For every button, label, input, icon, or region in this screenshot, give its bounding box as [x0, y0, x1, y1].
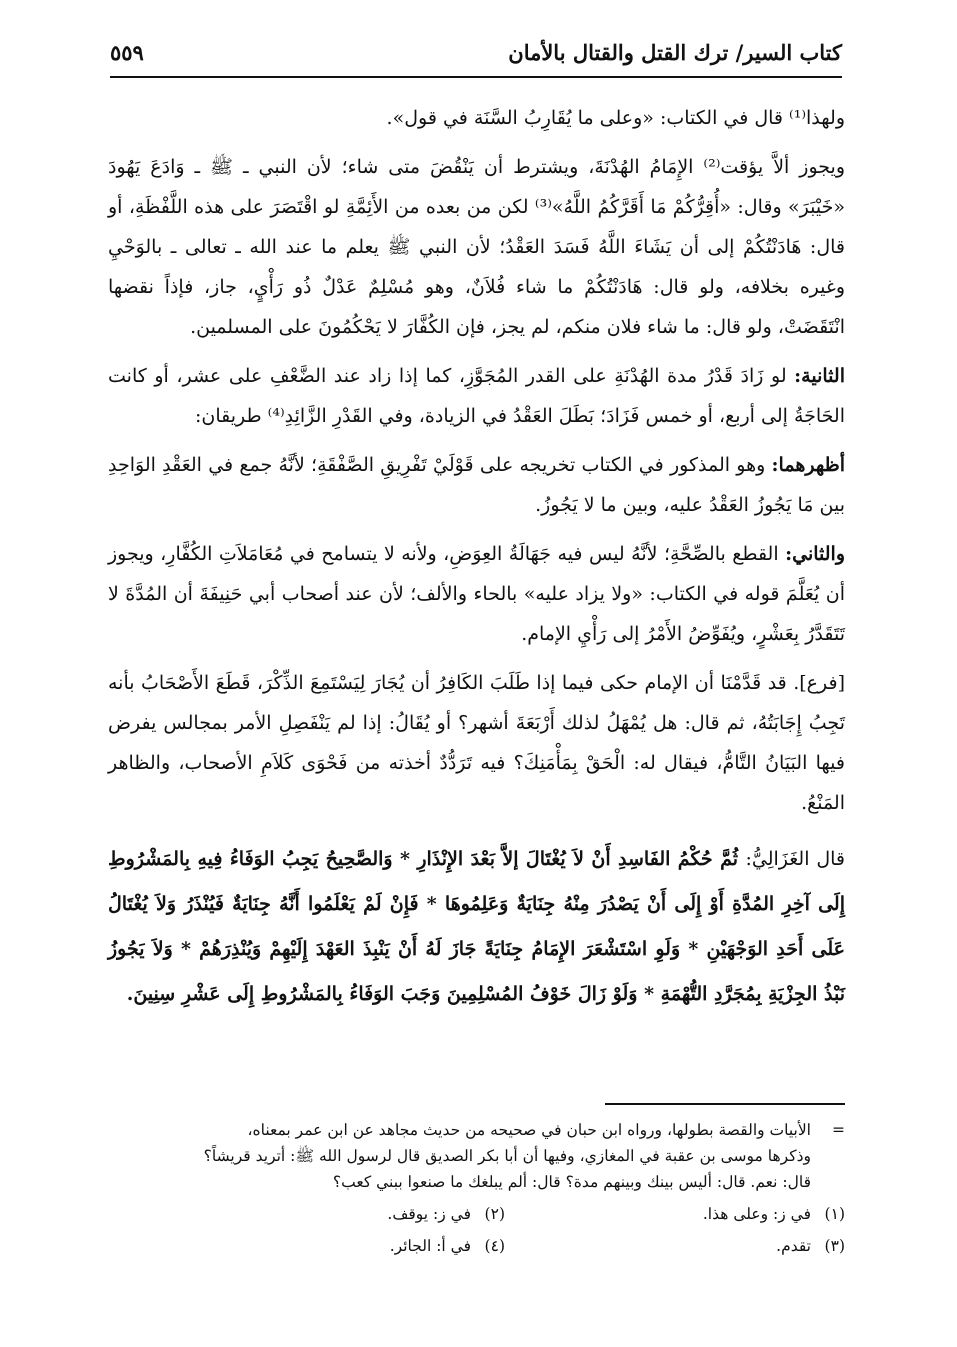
paragraph-text: ويجوز ألاَّ يؤقت⁽²⁾ الإِمَامُ الهُدْنَةَ، ويشترط أن يَنْقُضَ متى شاء؛ لأن النبي ـ ﷺ ـ وَادَعَ يَهُودَ «خَيْبَرَ» وقال: «أُقِرُّكُمْ مَا أَقَرَّكُمُ اللَّهُ»⁽³⁾ لكن من بعده من الأَئِمَّةِ لو اقْتَصَرَ على هذه اللَّفْظَةِ، أو قال: هَادَنْتُكُمْ إلى أن يَشَاءَ اللَّهُ فَسَدَ العَقْدُ؛ لأن النبي ﷺ يعلم ما عند الله ـ تعالى ـ بالوَحْيِ وغيره بخلافه، ولو قال: هَادَنْتُكُمْ ما شاء فُلاَنٌ، وهو مُسْلِمٌ عَدْلٌ ذُو رَأْيٍ، جاز، فإذاً نقضها انْتَقَضَتْ، ولو قال: ما شاء فلان منكم، لم يجز، فإن الكُفَّارَ لا يَحْكُمُونَ على المسلمين.: [108, 156, 846, 338]
footnote-number: (١): [824, 1205, 845, 1223]
paragraph: [108, 98, 845, 138]
footnote-item: [505, 1201, 845, 1227]
footnote-text: في ز: وعلى هذا.: [702, 1205, 811, 1223]
footnote-number: (٣): [824, 1237, 845, 1255]
continuation-line: وذكرها موسى بن عقبة في المغازي، وفيها أن أبا بكر الصديق قال لرسول الله ﷺ: أتريد قريشاً؟: [203, 1147, 811, 1165]
footnote-text: في ز: يوقف.: [387, 1205, 471, 1223]
paragraph: [108, 534, 845, 654]
continuation-line: الأبيات والقصة بطولها، ورواه ابن حبان في صحيحه من حديث مجاهد عن ابن عمر بمعناه،: [247, 1121, 811, 1139]
paragraph-label: الثانية:: [794, 365, 845, 387]
paragraph-label: والثاني:: [785, 543, 845, 565]
footnote-row: [112, 1201, 845, 1227]
paragraph: [108, 663, 845, 823]
footnote-number: (٤): [484, 1237, 505, 1255]
paragraph: [108, 356, 845, 436]
footnote-text: تقدم.: [776, 1237, 811, 1255]
footnote-row: [112, 1233, 845, 1259]
ghazali-quote: [108, 837, 845, 1017]
paragraph: [108, 147, 845, 347]
quote-text: ثُمَّ حُكْمُ الفَاسِدِ أَنْ لاَ يُغْتَالَ إلاَّ بَعْدَ الإِنْذَارِ * وَالصَّحِيحُ يَجِبُ الوَفَاءُ فِيهِ بِالمَشْرُوطِ إِلَى آخِرِ المُدَّةِ أَوْ إِلَى أَنْ يَصْدُرَ مِنْهُ جِنَايَةٌ وَعَلِمُوهَا * فَإِنْ لَمْ يَعْلَمُوا أَنَّهُ جِنَايَةٌ فَيُنْذَرُ وَلاَ يُغْتَالُ عَلَى أَحَدِ الوَجْهَيْنِ * وَلَوِ اسْتَشْعَرَ الإِمَامُ جِنَايَةً جَازَ لَهُ أَنْ يَنْبِذَ العَهْدَ إِلَيْهِمْ وَيُنْذِرَهُمْ * وَلاَ يَجُوزُ نَبْذُ الجِزْيَةِ بِمُجَرَّدِ التُّهْمَةِ * وَلَوْ زَالَ خَوْفُ المُسْلِمِينَ وَجَبَ الوَفَاءُ بِالمَشْرُوطِ إِلَى عَشْرِ سِنِينَ.: [108, 848, 845, 1005]
footnote-continuation: [112, 1169, 845, 1195]
quote-intro: قال الغَزَالِيُّ:: [745, 848, 845, 870]
continuation-line: قال: نعم. قال: أليس بينك وبينهم مدة؟ قال: ألم يبلغك ما صنعوا ببني كعب؟: [332, 1173, 811, 1191]
footnote-continuation: [112, 1117, 845, 1143]
paragraph-text: وهو المذكور في الكتاب تخريجه على قَوْلَيْ تَفْرِيقِ الصَّفْقَةِ؛ لأنَّهُ جمع في العَقْدِ الوَاحِدِ بين مَا يَجُوزُ العَقْدُ عليه، وبين ما لا يَجُوزُ.: [108, 454, 845, 516]
paragraph-text: ولهذا⁽¹⁾ قال في الكتاب: «وعلى ما يُقَارِبُ السَّنَة في قول».: [386, 107, 845, 129]
footnote-item: [165, 1233, 505, 1259]
paragraph: [108, 445, 845, 525]
footnote-item: [165, 1201, 505, 1227]
page-number: ٥٥٩: [110, 40, 144, 65]
continuation-marker: =: [832, 1121, 845, 1139]
footnotes: [112, 1117, 845, 1259]
footnote-number: (٢): [484, 1205, 505, 1223]
page-header: [110, 36, 842, 78]
paragraph-text: [فرع]. قد قَدَّمْنَا أن الإمام حكى فيما إذا طَلَبَ الكَافِرُ أن يُجَارَ لِيَسْتَمِعَ الذِّكْرَ، قَطَعَ الأَصْحَابُ بأنه تَجِبُ إِجَابَتُهُ، ثم قال: هل يُمْهَلُ لذلك أَرْبَعَةَ أشهر؟ أو يُقَالُ: إذا لم يَنْفَصِلِ الأمر بمجالس يفرض فيها البَيَانُ التَّامُّ، فيقال له: الْحَقْ بِمَأْمَنِكَ؟ فيه تَرَدُّدٌ أخذته من فَحْوَى كَلاَمِ الأصحاب، والظاهر المَنْعُ.: [108, 672, 845, 814]
footnote-continuation: [112, 1143, 845, 1169]
running-title: كتاب السير/ ترك القتل والقتال بالأمان: [508, 40, 842, 65]
paragraph-label: أظهرهما:: [771, 454, 845, 476]
footnote-divider: [605, 1103, 845, 1105]
main-text: [108, 98, 845, 1026]
footnote-text: في أ: الجائر.: [389, 1237, 471, 1255]
footnote-item: [505, 1233, 845, 1259]
paragraph-text: القطع بالصِّحَّةِ؛ لأنَّهُ ليس فيه جَهَالَةُ العِوَضِ، ولأنه لا يتسامح في مُعَامَلاَتِ الكُفَّارِ، ويجوز أن يُعَلَّمَ قوله في الكتاب: «ولا يزاد عليه» بالحاء والألف؛ لأن عند أصحاب أبي حَنِيفَةَ أن المُدَّةَ لا تَتَقَدَّرُ بِعَشْرٍ، ويُفَوِّضُ الأَمْرُ إلى رَأْيِ الإمام.: [108, 543, 845, 645]
paragraph-text: لو زَادَ قَدْرُ مدة الهُدْنَةِ على القدر المُجَوَّزِ، كما إذا زاد عند الضَّعْفِ على عشر، أو كانت الحَاجَةُ إلى أربع، أو خمس فَزَادَ؛ بَطَلَ العَقْدُ في الزيادة، وفي القَدْرِ الزَّائِدِ⁽⁴⁾ طريقان:: [108, 365, 845, 427]
